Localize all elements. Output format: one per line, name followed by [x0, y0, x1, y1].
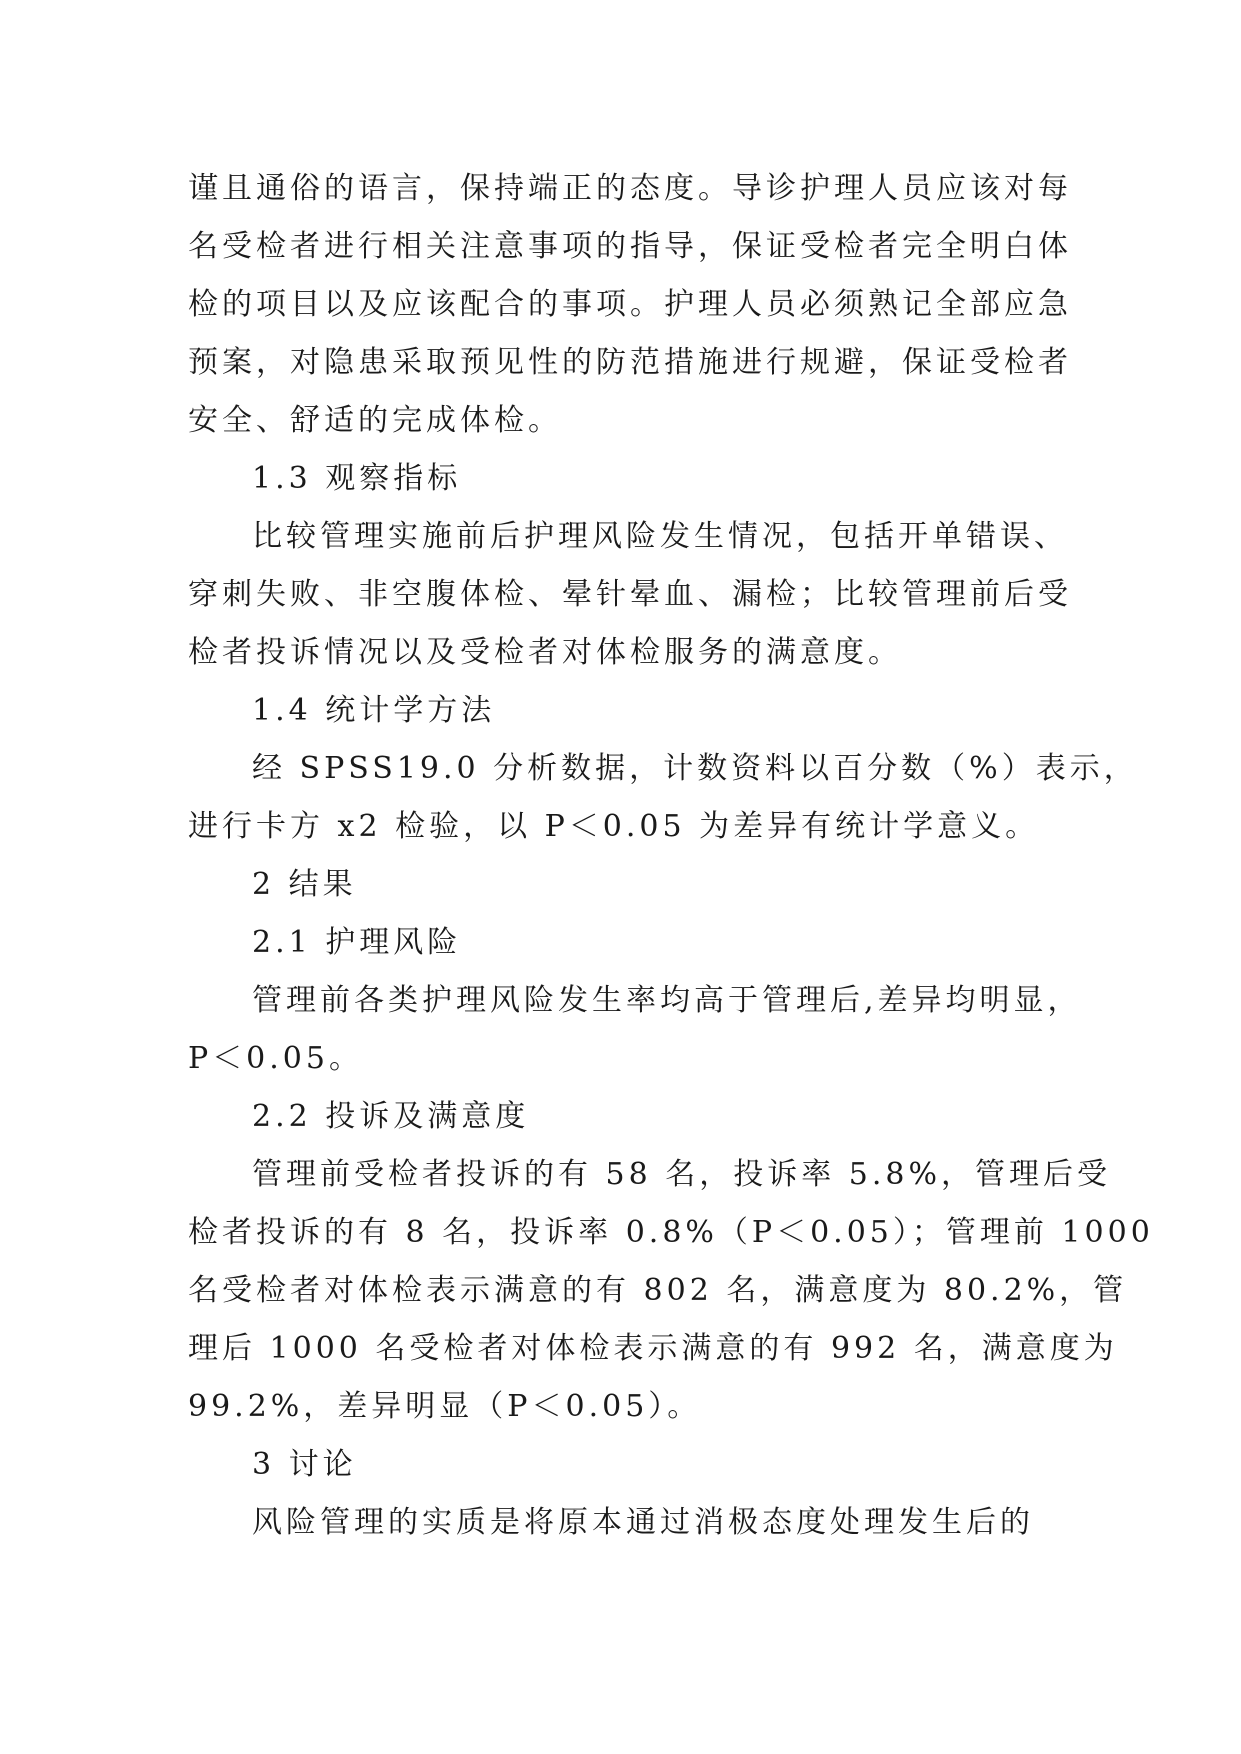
text-line: 比较管理实施前后护理风险发生情况，包括开单错误、 — [252, 519, 1068, 554]
section-heading: 1.4 统计学方法 — [252, 693, 496, 728]
section-heading: 2.2 投诉及满意度 — [252, 1099, 530, 1134]
text-line: 谨且通俗的语言，保持端正的态度。导诊护理人员应该对每 — [188, 171, 1072, 206]
text-line: 名受检者对体检表示满意的有 802 名，满意度为 80.2%，管 — [188, 1273, 1128, 1308]
text-line: 99.2%，差异明显（P＜0.05）。 — [188, 1389, 702, 1424]
text-line: 管理前各类护理风险发生率均高于管理后,差异均明显， — [252, 983, 1082, 1018]
document-page — [188, 160, 1154, 1552]
text-line: 安全、舒适的完成体检。 — [188, 403, 562, 438]
text-line: 穿刺失败、非空腹体检、晕针晕血、漏检；比较管理前后受 — [188, 577, 1072, 612]
section-heading: 2.1 护理风险 — [252, 925, 462, 960]
section-heading: 1.3 观察指标 — [252, 461, 462, 496]
text-line: 风险管理的实质是将原本通过消极态度处理发生后的 — [252, 1505, 1034, 1540]
section-heading: 2 结果 — [252, 867, 357, 902]
text-line: 进行卡方 x2 检验，以 P＜0.05 为差异有统计学意义。 — [188, 809, 1040, 844]
text-line: 检的项目以及应该配合的事项。护理人员必须熟记全部应急 — [188, 287, 1072, 322]
text-line: 预案，对隐患采取预见性的防范措施进行规避，保证受检者 — [188, 345, 1072, 380]
text-line: P＜0.05。 — [188, 1041, 363, 1076]
text-line: 检者投诉的有 8 名，投诉率 0.8%（P＜0.05）；管理前 1000 — [188, 1215, 1154, 1250]
text-line: 理后 1000 名受检者对体检表示满意的有 992 名，满意度为 — [188, 1331, 1118, 1366]
text-line: 检者投诉情况以及受检者对体检服务的满意度。 — [188, 635, 902, 670]
text-line: 名受检者进行相关注意事项的指导，保证受检者完全明白体 — [188, 229, 1072, 264]
text-line: 管理前受检者投诉的有 58 名，投诉率 5.8%，管理后受 — [252, 1157, 1111, 1192]
section-heading: 3 讨论 — [252, 1447, 357, 1482]
text-line: 经 SPSS19.0 分析数据，计数资料以百分数（%）表示， — [252, 751, 1138, 786]
